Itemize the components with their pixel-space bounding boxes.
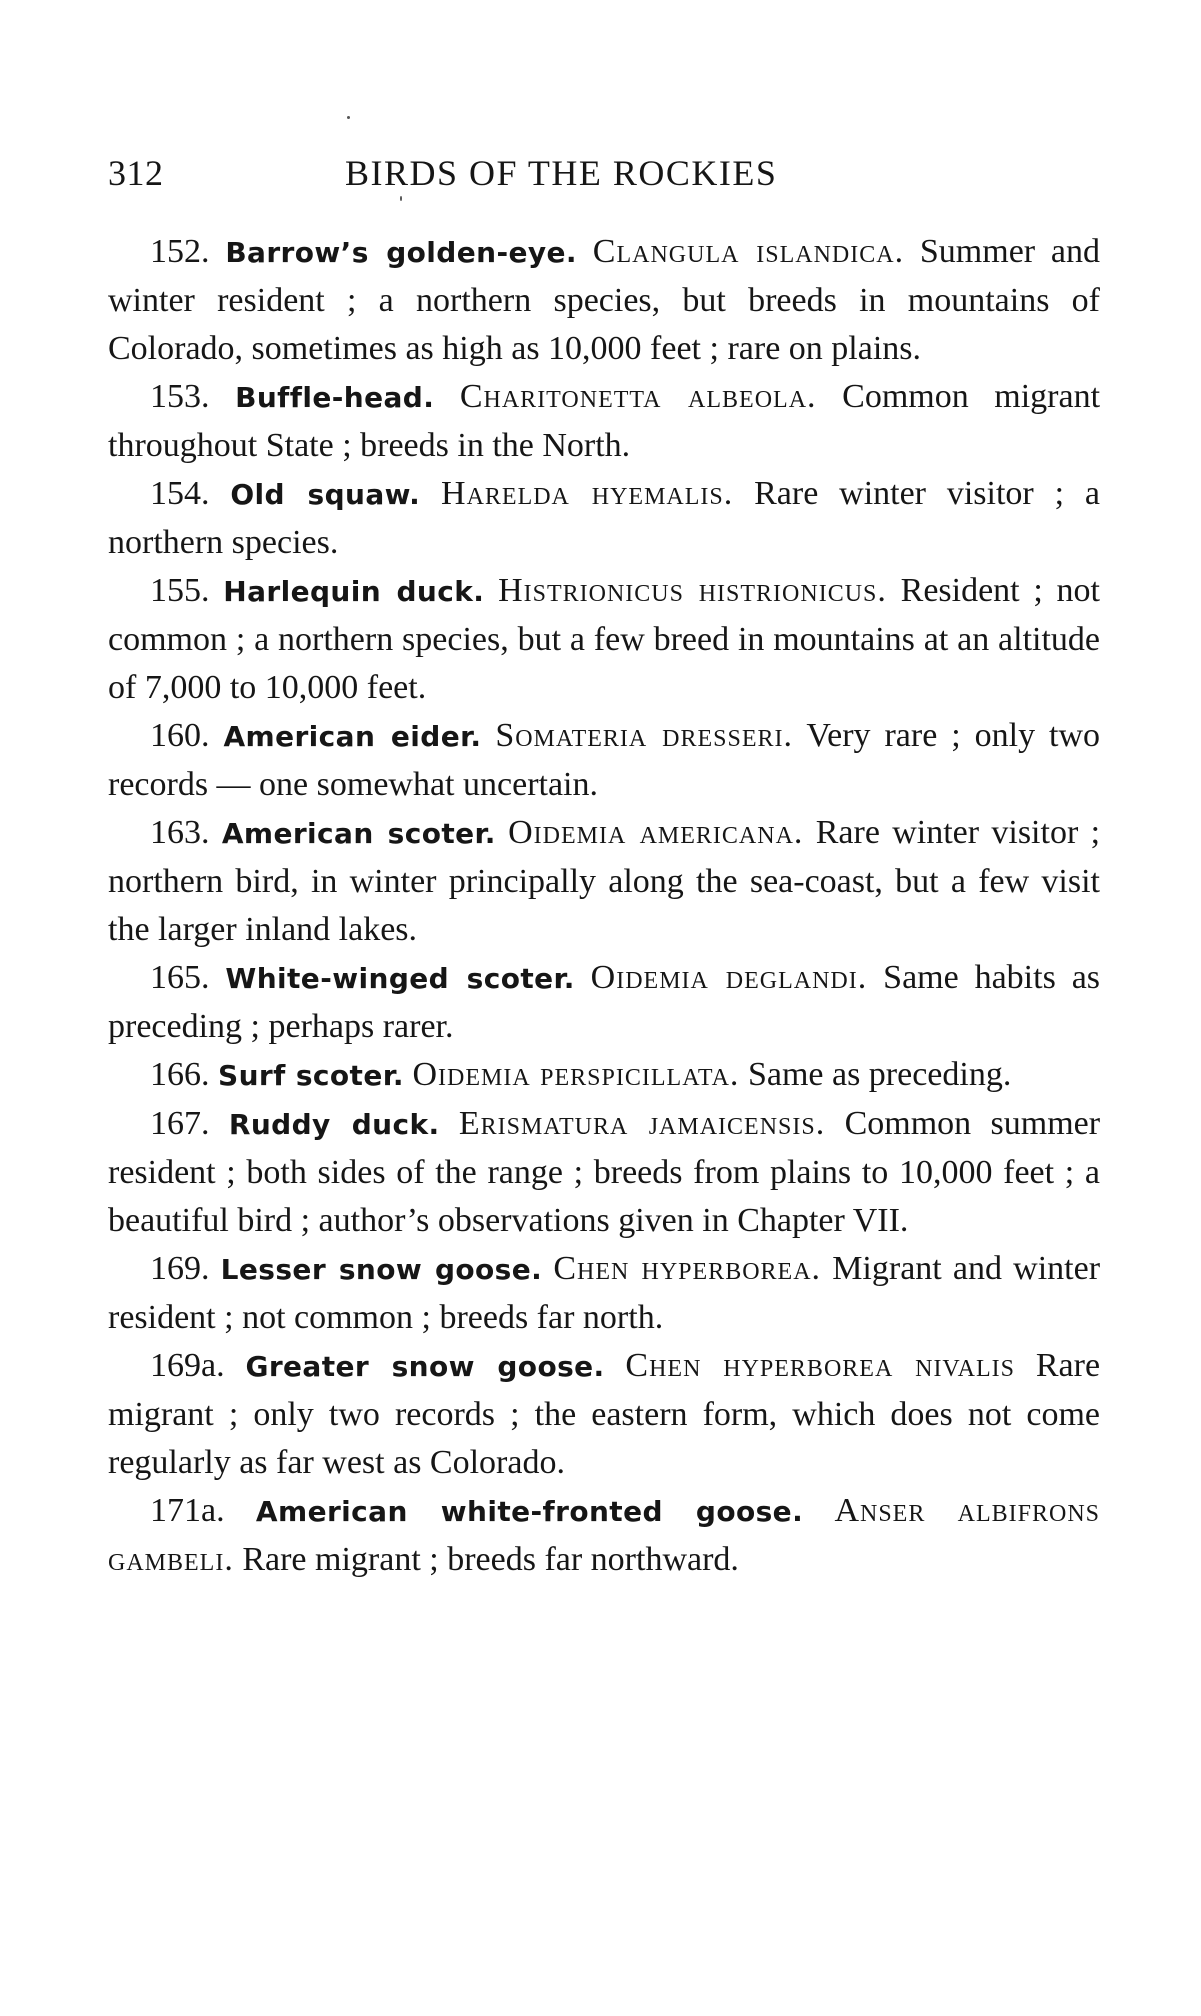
entry-description: Common summer resident ; both sides of the range ; breeds from plains to 10,000 feet ; a beautiful bird ; author’s observations given in Chapter VII. <box>108 1105 1101 1239</box>
entry-description: Rare migrant ; breeds far northward. <box>242 1541 739 1578</box>
entry-number: 169a. <box>150 1347 225 1384</box>
ink-speck <box>400 196 402 201</box>
entry-number: 160. <box>150 717 210 754</box>
species-entry <box>108 1245 1100 1342</box>
ink-speck <box>347 116 350 119</box>
species-entry <box>108 1100 1100 1245</box>
species-entry <box>108 712 1100 809</box>
species-entry <box>108 1487 1100 1584</box>
entry-description: Rare winter visitor ; a northern species. <box>108 475 1100 561</box>
entry-number: 167. <box>150 1105 210 1142</box>
entry-description: Very rare ; only two records — one somewhat uncertain. <box>108 717 1101 803</box>
common-name: American white-fronted goose. <box>255 1495 804 1528</box>
entry-description: Same habits as preceding ; perhaps rarer. <box>108 959 1101 1045</box>
entry-description: Common migrant throughout State ; breeds in the North. <box>108 378 1101 464</box>
entry-number: 154. <box>150 475 210 512</box>
species-entry <box>108 1051 1100 1100</box>
species-entry <box>108 809 1100 954</box>
scientific-name: Clangula islandica. <box>592 233 905 270</box>
scientific-name: Somateria dresseri. <box>495 717 794 754</box>
scientific-name: Chen hyperborea nivalis <box>625 1347 1016 1384</box>
entry-number: 166. <box>150 1056 210 1093</box>
scientific-name: Charitonetta albeola. <box>459 378 817 415</box>
species-entry <box>108 1342 1100 1487</box>
scientific-name: Oidemia perspicillata. <box>412 1056 740 1093</box>
entry-number: 163. <box>150 814 210 851</box>
species-entry <box>108 228 1100 373</box>
page-number: 312 <box>108 153 164 193</box>
entry-description: Summer and winter resident ; a northern species, but breeds in mountains of Colorado, sometimes as high as 10,000 feet ; rare on plains. <box>108 233 1101 367</box>
entry-number: 169. <box>150 1250 210 1287</box>
scientific-name: Anser albifrons gambeli. <box>108 1492 1101 1578</box>
entry-number: 165. <box>150 959 210 996</box>
scientific-name: Erismatura jamaicensis. <box>458 1105 826 1142</box>
scientific-name: Oidemia americana. <box>508 814 804 851</box>
scientific-name: Chen hyperborea. <box>553 1250 822 1287</box>
entry-description: Resident ; not common ; a northern species, but a few breed in mountains at an altitude of 7,000 to 10,000 feet. <box>108 572 1101 706</box>
common-name: American scoter. <box>221 817 496 850</box>
common-name: Ruddy duck. <box>228 1108 440 1141</box>
scientific-name: Oidemia deglandi. <box>590 959 868 996</box>
entry-number: 171a. <box>150 1492 225 1529</box>
common-name: Buffle-head. <box>235 381 435 414</box>
species-list <box>108 228 1100 1584</box>
common-name: Old squaw. <box>230 478 421 511</box>
entry-description: Rare migrant ; only two records ; the eastern form, which does not come regularly as far west as Colorado. <box>108 1347 1101 1481</box>
species-entry <box>108 470 1100 567</box>
common-name: Harlequin duck. <box>223 575 485 608</box>
common-name: American eider. <box>223 720 482 753</box>
common-name: Surf scoter. <box>218 1059 404 1092</box>
species-entry <box>108 567 1100 712</box>
scientific-name: Histrionicus histrionicus. <box>498 572 887 609</box>
common-name: White-winged scoter. <box>225 962 575 995</box>
entry-description: Migrant and winter resident ; not common ; breeds far north. <box>108 1250 1101 1336</box>
entry-description: Rare winter visitor ; northern bird, in winter principally along the sea-coast, but a few visit the larger inland lakes. <box>108 814 1101 948</box>
scientific-name: Harelda hyemalis. <box>441 475 734 512</box>
common-name: Barrow’s golden-eye. <box>225 236 577 269</box>
entry-number: 152. <box>150 233 210 270</box>
species-entry <box>108 373 1100 470</box>
common-name: Lesser snow goose. <box>220 1253 543 1286</box>
running-head: BIRDS OF THE ROCKIES <box>345 153 778 193</box>
entry-number: 153. <box>150 378 210 415</box>
species-entry <box>108 954 1100 1051</box>
common-name: Greater snow goose. <box>245 1350 605 1383</box>
entry-number: 155. <box>150 572 210 609</box>
entry-description: Same as preceding. <box>747 1056 1012 1093</box>
